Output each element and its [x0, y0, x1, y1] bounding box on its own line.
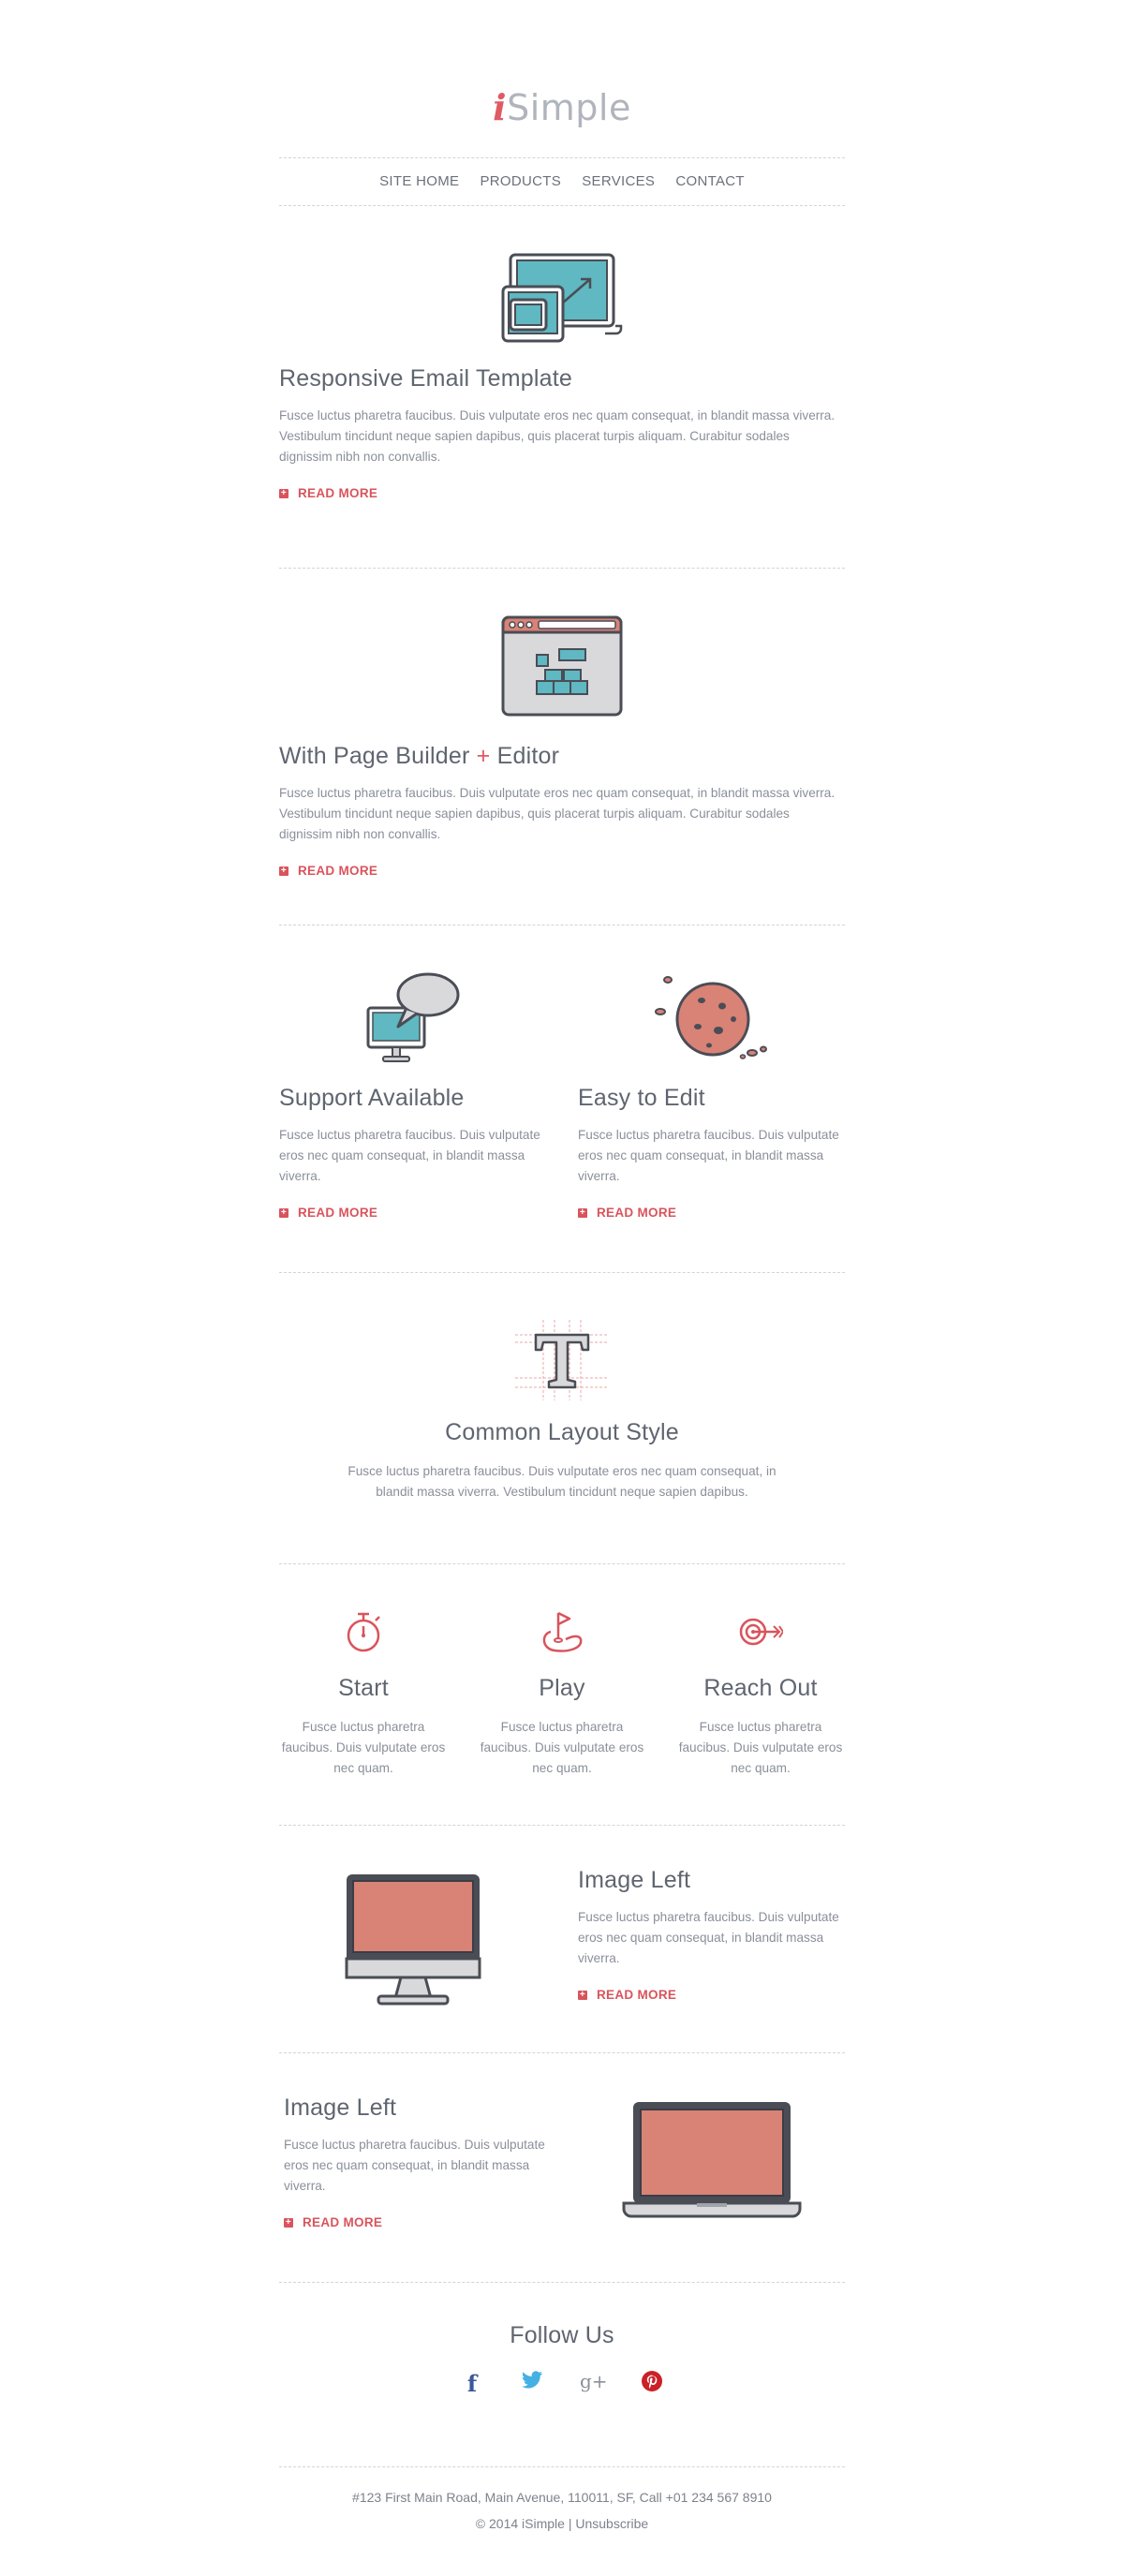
follow-title: Follow Us	[510, 2322, 614, 2348]
section-two-columns	[279, 925, 845, 1272]
column-reach-out	[676, 1609, 845, 1825]
top-nav	[279, 158, 845, 205]
read-more-link[interactable]: + READ MORE	[280, 486, 378, 500]
section-image-left-2	[279, 2053, 845, 2282]
copyright: © 2014 iSimple	[475, 2516, 565, 2531]
column-image	[578, 2100, 845, 2282]
golf-flag-icon	[478, 1609, 646, 1654]
plus-icon: +	[285, 2216, 292, 2228]
read-more-link[interactable]: + READ MORE	[579, 1206, 677, 1220]
column-support	[279, 972, 546, 1272]
nav-services[interactable]: SERVICES	[582, 173, 656, 189]
footer-legal	[279, 2516, 845, 2531]
monitor-icon	[279, 1873, 546, 2007]
section-body: Fusce luctus pharetra faucibus. Duis vulputate eros nec quam.	[678, 1720, 843, 1775]
logo-text: Simple	[507, 87, 631, 128]
section-body: Fusce luctus pharetra faucibus. Duis vulputate eros nec quam consequat, in blandit massa viverra. Vestibulum tincidunt neque sapien dapibus, quis placerat turpis aliquam. Curabitur sodales dignissim nibh non convallis.	[279, 786, 836, 841]
section-body: Fusce luctus pharetra faucibus. Duis vulputate eros nec quam consequat, in blandit massa viverra. Vestibulum tincidunt neque sapien dapibus, quis placerat turpis aliquam. Curabitur sodales dignissim nibh non convallis.	[279, 408, 836, 464]
section-title: Easy to Edit	[578, 1085, 705, 1111]
read-more-link[interactable]: + READ MORE	[579, 1988, 677, 2002]
read-more-link[interactable]: + READ MORE	[285, 2215, 383, 2229]
column-play	[478, 1609, 646, 1825]
section-title: Play	[539, 1675, 585, 1701]
nav-products[interactable]: PRODUCTS	[480, 173, 562, 189]
section-body: Fusce luctus pharetra faucibus. Duis vulputate eros nec quam.	[480, 1720, 644, 1775]
footer	[279, 2467, 845, 2531]
section-title: Common Layout Style	[445, 1419, 679, 1445]
column-text	[279, 2095, 551, 2282]
section-body: Fusce luctus pharetra faucibus. Duis vulputate eros nec quam consequat, in blandit massa viverra.	[279, 1128, 540, 1183]
pinterest-icon[interactable]	[640, 2370, 664, 2399]
section-body: Fusce luctus pharetra faucibus. Duis vulputate eros nec quam.	[281, 1720, 446, 1775]
section-title: Responsive Email Template	[279, 365, 573, 392]
section-body: Fusce luctus pharetra faucibus. Duis vulputate eros nec quam consequat, in blandit massa viverra.	[284, 2138, 545, 2193]
cookie-icon	[578, 972, 845, 1064]
column-easy	[578, 972, 845, 1272]
column-text	[578, 1867, 845, 2052]
separator: |	[568, 2516, 572, 2531]
section-title: Support Available	[279, 1085, 465, 1111]
plus-icon: +	[280, 1207, 288, 1218]
section-body: Fusce luctus pharetra faucibus. Duis vulputate eros nec quam consequat, in blandit massa viverra.	[578, 1128, 839, 1183]
nav-contact[interactable]: CONTACT	[675, 173, 745, 189]
logo[interactable]	[279, 0, 845, 157]
plus-icon: +	[280, 865, 288, 876]
google-plus-icon[interactable]: g+	[580, 2370, 608, 2392]
stopwatch-icon	[279, 1609, 448, 1654]
column-start	[279, 1609, 448, 1825]
section-body: Fusce luctus pharetra faucibus. Duis vulputate eros nec quam consequat, in blandit massa viverra. Vestibulum tincidunt neque sapien dapibus.	[348, 1464, 776, 1499]
footer-address: #123 First Main Road, Main Avenue, 110011, SF, Call +01 234 567 8910	[352, 2490, 772, 2505]
section-responsive	[279, 206, 845, 568]
section-follow	[279, 2283, 845, 2466]
twitter-icon[interactable]	[520, 2370, 544, 2399]
unsubscribe-link[interactable]: Unsubscribe	[575, 2516, 649, 2531]
section-title: Reach Out	[703, 1675, 818, 1701]
section-body: Fusce luctus pharetra faucibus. Duis vulputate eros nec quam consequat, in blandit massa viverra.	[578, 1910, 839, 1965]
section-title: Image Left	[284, 2095, 397, 2121]
facebook-icon[interactable]: f	[466, 2370, 478, 2397]
read-more-link[interactable]: + READ MORE	[280, 864, 378, 878]
read-more-link[interactable]: + READ MORE	[280, 1206, 378, 1220]
typography-icon	[279, 1320, 845, 1400]
section-title: With Page Builder + Editor	[279, 743, 560, 769]
section-title: Image Left	[578, 1867, 691, 1893]
plus-icon: +	[280, 487, 288, 498]
logo-i: i	[493, 86, 508, 128]
target-arrow-icon	[676, 1609, 845, 1654]
section-builder	[279, 569, 845, 925]
chat-monitor-icon	[279, 972, 546, 1064]
section-common	[279, 1273, 845, 1563]
laptop-icon	[578, 2100, 845, 2220]
browser-blocks-icon	[279, 615, 845, 717]
social-links	[279, 2370, 845, 2399]
section-title: Start	[338, 1675, 389, 1701]
plus-icon: +	[579, 1989, 586, 2000]
nav-site-home[interactable]: SITE HOME	[379, 173, 460, 189]
plus-icon: +	[579, 1207, 586, 1218]
column-image	[279, 1873, 546, 2052]
section-image-left-1	[279, 1826, 845, 2052]
section-three-columns	[279, 1564, 845, 1825]
devices-icon	[279, 253, 845, 343]
email-container	[279, 0, 845, 2531]
